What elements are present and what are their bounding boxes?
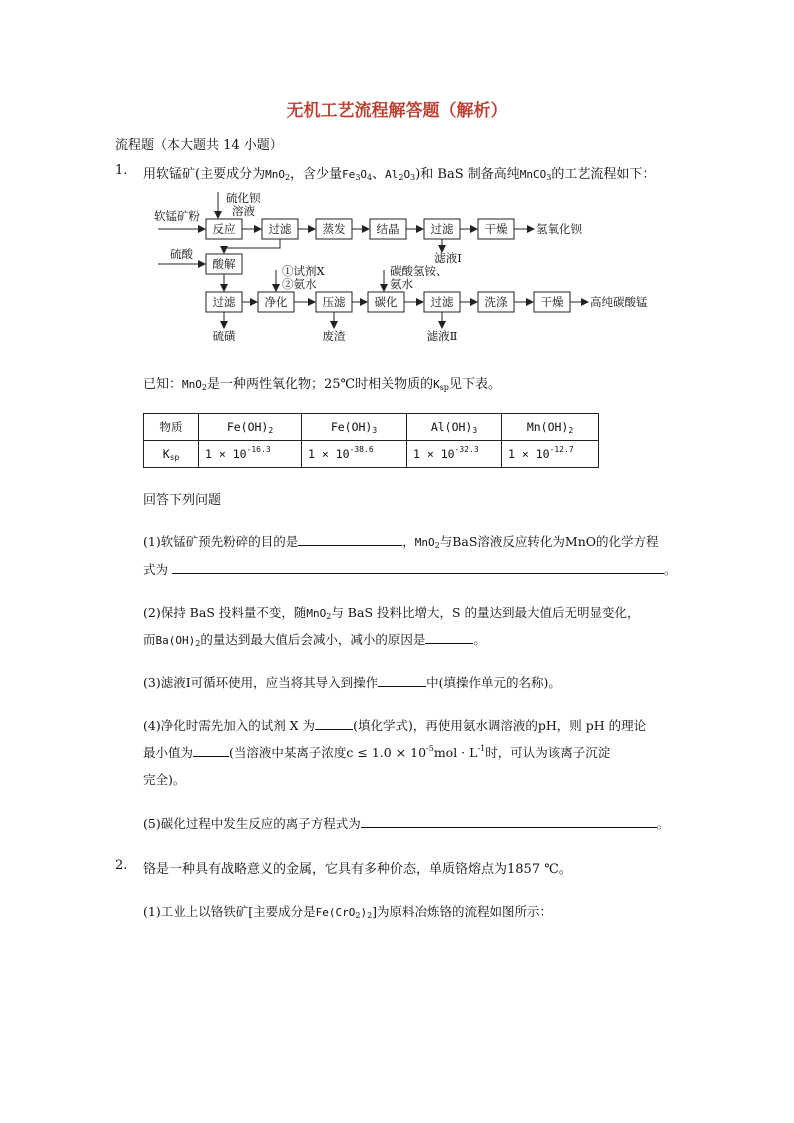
q2-part-1	[143, 902, 552, 920]
answer-blank[interactable]	[298, 532, 402, 546]
text-run: 的工艺流程如下：	[551, 167, 656, 182]
text-run: (4)净化时需先加入的试剂 X 为	[143, 718, 316, 733]
flow-label: 酸解	[212, 257, 236, 271]
text-run: )和 BaS 制备高纯	[415, 167, 520, 182]
text-run: (填化学式)，再使用氨水调溶液的pH，则 pH 的理论	[353, 718, 647, 733]
flow-reagent: ②氨水	[282, 277, 317, 291]
question-part-5	[143, 814, 669, 832]
text-run: (1)软锰矿预先粉碎的目的是	[143, 534, 299, 549]
formula-text: Al	[385, 168, 399, 181]
flow-reagent: ①试剂X	[282, 264, 325, 278]
table-cell: $1 \times 10^{-16.3}$	[199, 441, 302, 468]
answer-blank[interactable]	[378, 673, 426, 687]
text-run: 而	[143, 632, 156, 647]
flow-label: 过滤	[430, 222, 454, 236]
table-row	[144, 441, 599, 468]
flow-label: 反应	[212, 222, 236, 236]
flow-label: 结晶	[376, 222, 400, 236]
subscript: 2	[398, 173, 404, 182]
formula-text: Fe	[342, 168, 356, 181]
text-run: 中(填操作单元的名称)。	[426, 675, 561, 690]
flow-label: 碳化	[374, 295, 398, 309]
subscript: 2	[201, 383, 207, 392]
q2-number: 2.	[115, 858, 128, 873]
text-run: 。	[473, 632, 486, 647]
subscript: 2	[284, 173, 291, 182]
formula-text: Ba(OH)	[155, 634, 196, 647]
flow-reagent: 氨水	[390, 277, 413, 291]
question-part-3	[143, 673, 561, 691]
flow-label: 蒸发	[322, 222, 346, 236]
table-cell: $1 \times 10^{-38.6}$	[302, 441, 407, 468]
flow-label: 过滤	[430, 295, 454, 309]
flow-input-bas: 硫化钡	[226, 191, 261, 205]
table-cell: $1 \times 10^{-32.3}$	[407, 441, 502, 468]
process-flow-diagram	[150, 190, 670, 350]
formula-text: Fe(CrO	[315, 906, 356, 919]
flow-input-bas: 溶液	[232, 204, 255, 218]
table-row-label: $K_{sp}$	[144, 441, 199, 468]
text-run: 时，可认为该离子沉淀	[485, 745, 611, 760]
formula-text: MnO	[265, 168, 285, 181]
formula-text: MnCO	[519, 168, 547, 181]
formula-text: MnO	[414, 536, 435, 549]
ksp-table	[143, 413, 599, 468]
text-run: 。	[663, 562, 677, 577]
text-run: 式为	[143, 562, 172, 577]
formula-text: MnO	[182, 378, 202, 391]
text-run: mol · L	[433, 745, 478, 760]
formula-text: O	[403, 168, 411, 181]
text-run: 见下表。	[448, 377, 501, 392]
question-part-1-line-1	[143, 532, 659, 550]
answer-blank[interactable]	[425, 630, 473, 644]
flow-label: 过滤	[212, 295, 236, 309]
text-run: ，含少量	[290, 167, 343, 182]
answer-blank[interactable]	[193, 743, 229, 757]
table-header-cell: $Fe(OH)_3$	[302, 414, 407, 441]
flow-label: 压滤	[322, 295, 346, 309]
flow-output-residue: 废渣	[322, 329, 346, 343]
formula-text: O	[360, 168, 368, 181]
text-run: 最小值为	[143, 745, 194, 760]
subscript: 4	[367, 173, 373, 182]
text-run: 完全)。	[143, 772, 186, 787]
flow-label: 洗涤	[484, 295, 508, 309]
section-heading: 流程题（本大题共 14 小题）	[115, 138, 283, 153]
table-row	[144, 414, 599, 441]
subscript: 2	[367, 911, 373, 920]
table-header-cell: $Fe(OH)_2$	[199, 414, 302, 441]
q1-known	[143, 373, 501, 392]
flow-filtrate-2: 滤液Ⅱ	[426, 329, 458, 343]
text-run: 铬是一种具有战略意义的金属，它具有多种价态，单质铬熔点为1857 ℃。	[143, 862, 572, 877]
flow-label: 净化	[264, 295, 288, 309]
superscript: -1	[477, 744, 486, 753]
question-part-1-line-2	[143, 560, 677, 578]
question-part-2-line-1	[143, 603, 640, 621]
subscript: 3	[355, 173, 361, 182]
flow-output-sulfur: 硫磺	[212, 329, 236, 343]
subscript: 3	[546, 173, 552, 182]
flow-filtrate-1: 滤液Ⅰ	[434, 251, 462, 265]
text-run: 用软锰矿(主要成分为	[143, 167, 266, 182]
question-part-4-line-1	[143, 716, 646, 734]
table-header-cell: 物质	[144, 414, 199, 441]
text-run: (当溶液中某离子浓度c ≤ 1.0 × 10	[229, 745, 427, 760]
answer-blank[interactable]	[361, 814, 657, 828]
q1-stem	[143, 163, 655, 182]
text-run: (5)碳化过程中发生反应的离子方程式为	[143, 816, 361, 831]
flow-reagent: 碳酸氢铵、	[390, 264, 448, 278]
formula-text: K	[433, 378, 440, 391]
question-part-4-line-3	[143, 770, 185, 788]
text-run: ]为原料冶炼铬的流程如图所示：	[372, 904, 553, 919]
subscript: 2	[326, 612, 332, 621]
subscript: 2	[355, 911, 361, 920]
flow-label: 干燥	[484, 222, 508, 236]
q1-number: 1.	[115, 163, 128, 178]
table-header-cell: $Mn(OH)_2$	[502, 414, 599, 441]
page-title: 无机工艺流程解答题（解析）	[286, 101, 508, 121]
subscript: 3	[410, 173, 416, 182]
answer-prompt: 回答下列问题	[143, 493, 222, 508]
question-part-2-line-2	[143, 630, 486, 648]
subscript: sp	[439, 383, 449, 392]
q2-stem	[143, 858, 572, 877]
answer-blank[interactable]	[172, 560, 664, 574]
text-run: ，	[402, 534, 415, 549]
question-part-4-line-2	[143, 743, 610, 761]
table-cell: $1 \times 10^{-12.7}$	[502, 441, 599, 468]
flow-output-product: 高纯碳酸锰	[590, 295, 648, 309]
flow-input-ore: 软锰矿粉	[154, 209, 200, 223]
answer-blank[interactable]	[315, 716, 353, 730]
formula-text: )	[360, 906, 368, 919]
formula-text: MnO	[306, 607, 327, 620]
text-run: 与BaS溶液反应转化为MnO的化学方程	[439, 534, 659, 549]
text-run: (1)工业上以铬铁矿[主要成分是	[143, 904, 316, 919]
text-run: (2)保持 BaS 投料量不变，随	[143, 605, 307, 620]
flow-input-acid: 硫酸	[170, 247, 193, 261]
text-run: 与 BaS 投料比增大，S 的量达到最大值后无明显变化，	[331, 605, 640, 620]
table-header-cell: $Al(OH)_3$	[407, 414, 502, 441]
text-run: 已知：	[143, 377, 183, 392]
text-run: 是一种两性氧化物；25℃时相关物质的	[206, 377, 434, 392]
flow-output-baoh: 氢氧化钡	[536, 222, 582, 236]
text-run: 、	[372, 167, 386, 182]
superscript: -5	[426, 744, 434, 753]
text-run: (3)滤液Ⅰ可循环使用，应当将其导入到操作	[143, 675, 379, 690]
flow-label: 过滤	[268, 222, 292, 236]
subscript: 2	[434, 541, 440, 550]
text-run: 的量达到最大值后会减小，减小的原因是	[200, 632, 426, 647]
flow-label: 干燥	[540, 295, 564, 309]
text-run: 。	[656, 816, 670, 831]
subscript: 2	[195, 639, 201, 648]
